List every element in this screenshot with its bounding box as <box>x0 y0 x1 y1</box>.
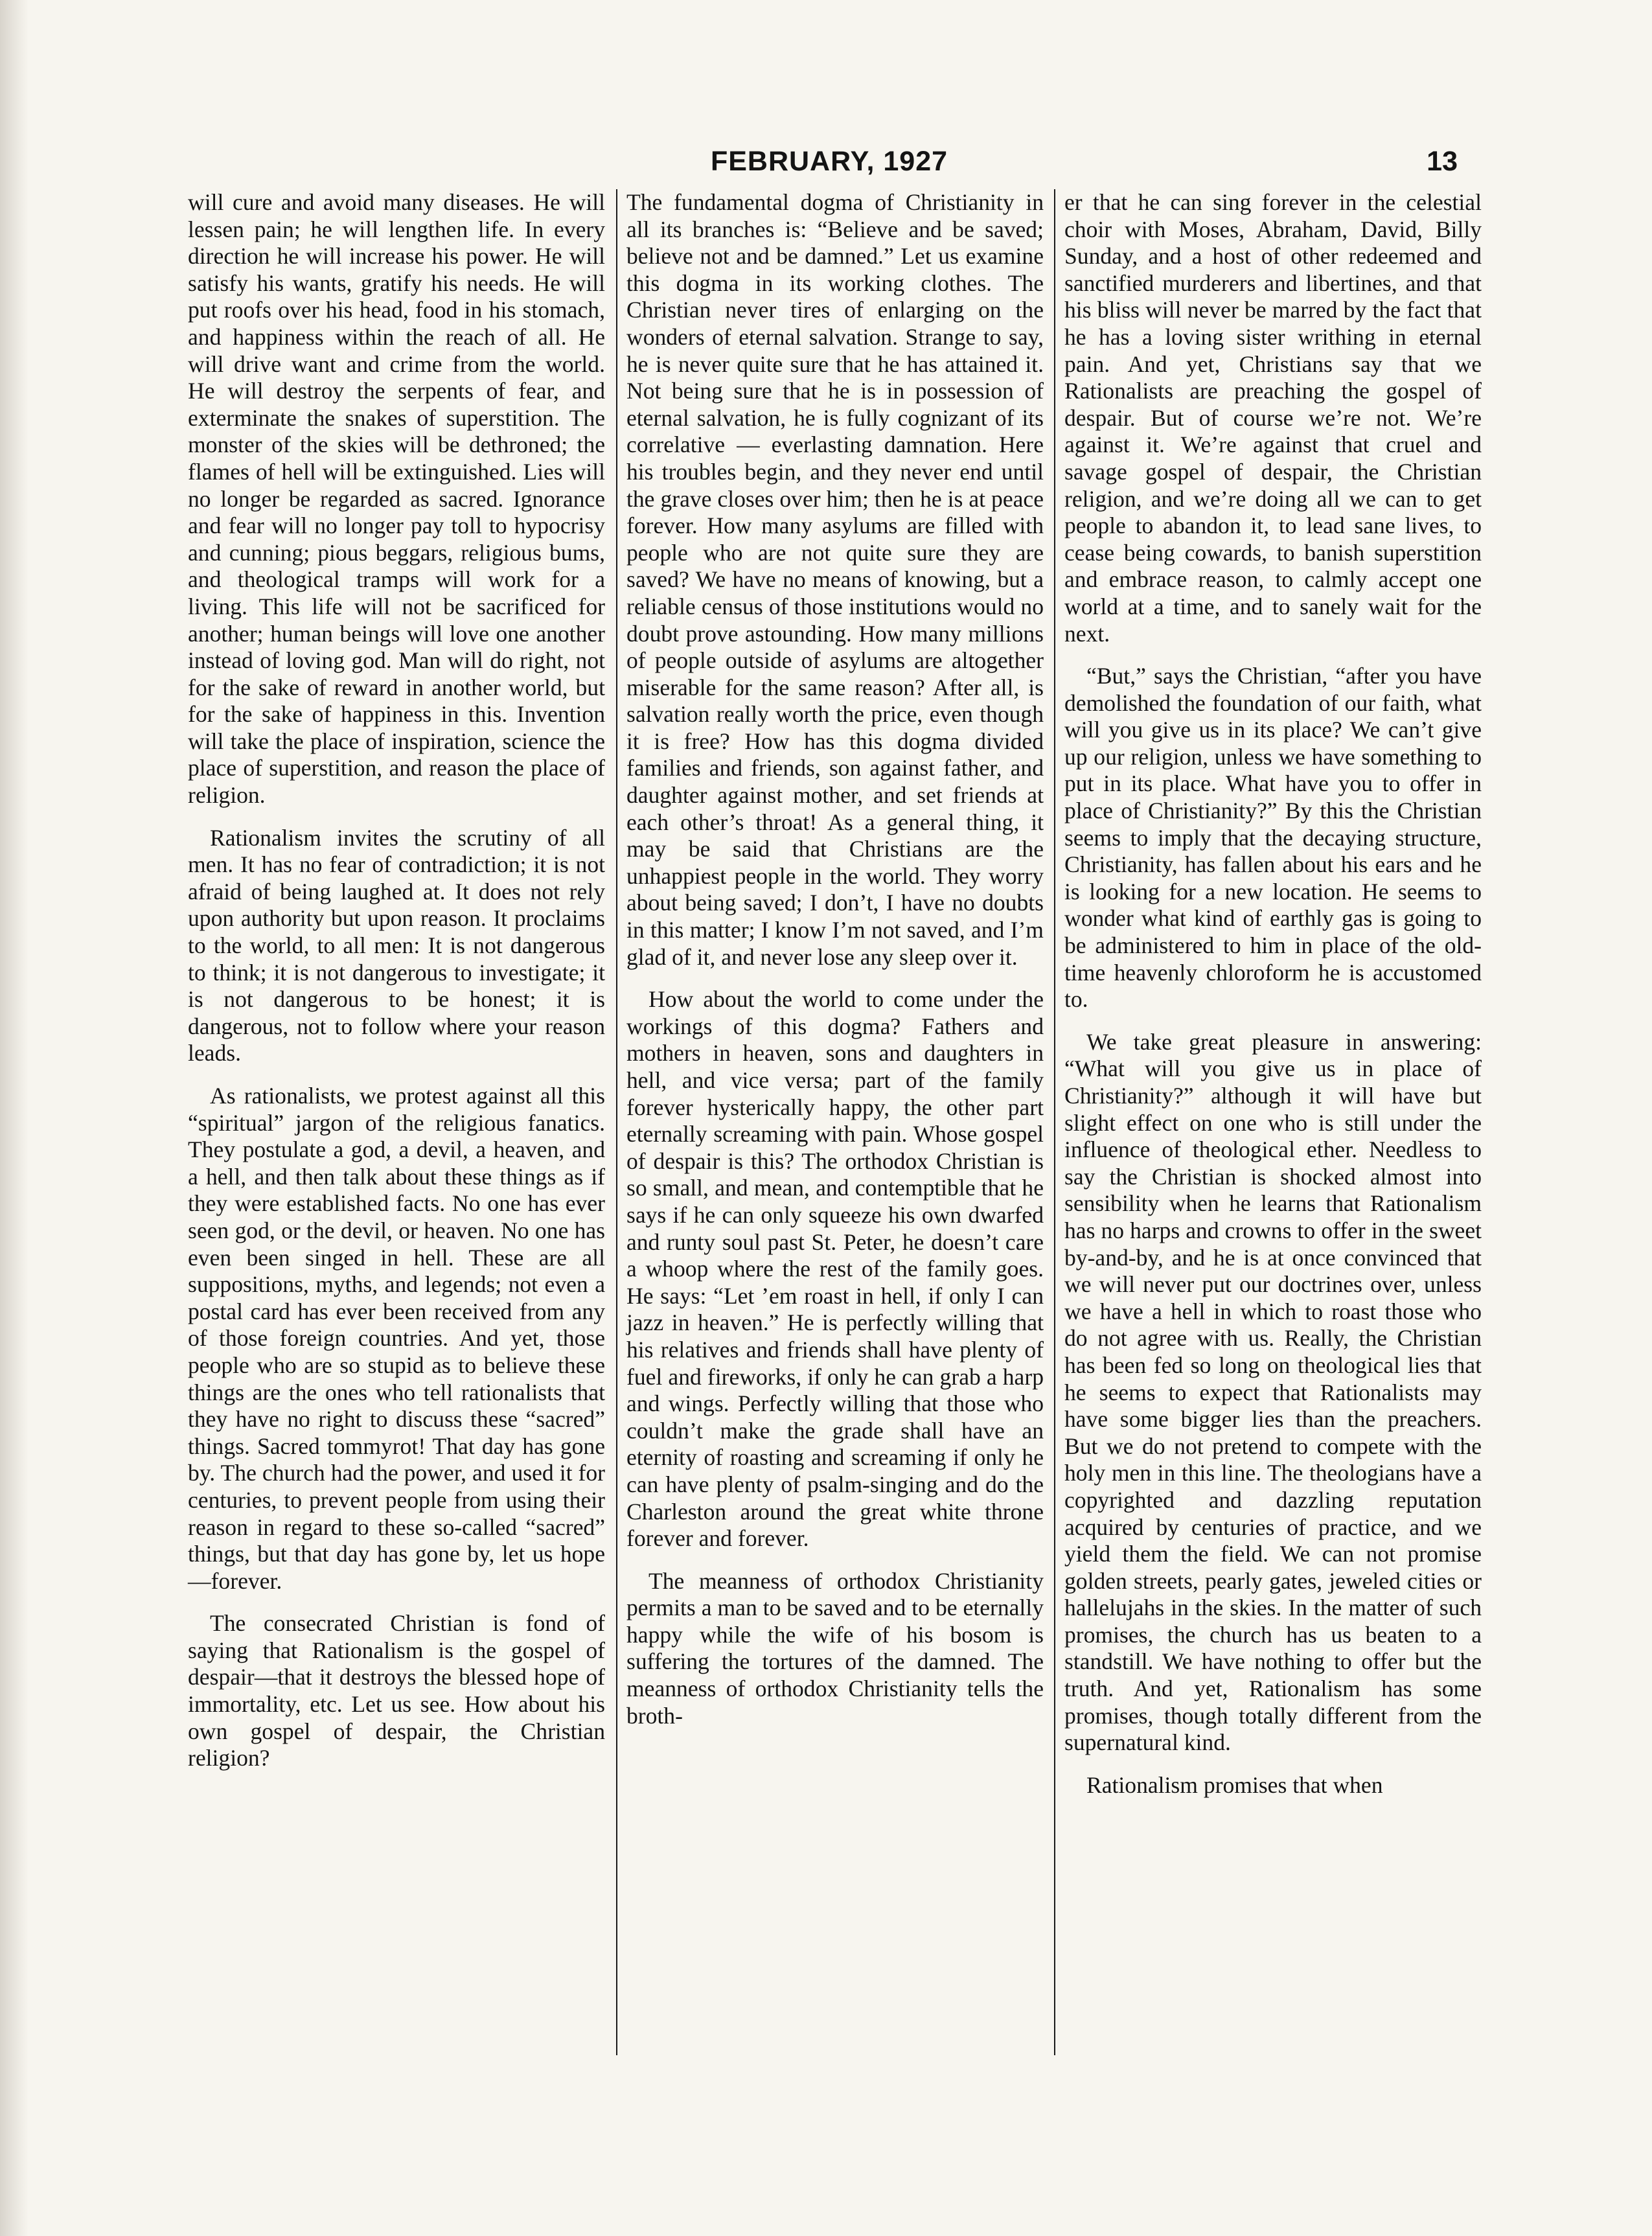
paragraph: We take great pleasure in answering: “What will you give us in place of Christianity?” although it will have but slight effect on one who is still under the influence of theological ether. Needless to say the Christian is shocked almost into sensibility when he learns that Rationalism has no harps and crowns to offer in the sweet by-and-by, and he is at once convinced that we will never put our doctrines over, unless we have a hell in which to roast those who do not agree with us. Really, the Christian has been fed so long on theological lies that he seems to expect that Rationalists may have some bigger lies than the preachers. But we do not pretend to compete with the holy men in this line. The theologians have a copyrighted and dazzling reputation acquired by centuries of practice, and we yield them the field. We can not promise golden streets, pearly gates, jeweled cities or hallelujahs in the skies. In the matter of such promises, the church has us beaten to a standstill. We have nothing to offer but the truth. And yet, Rationalism has some promises, though totally different from the supernatural kind. <box>1064 1028 1482 1756</box>
paragraph: er that he can sing forever in the celestial choir with Moses, Abraham, David, Billy Sunday, and a host of other redeemed and sanctified murderers and libertines, and that his bliss will never be marred by the fact that he has a loving sister writhing in eternal pain. And yet, Christians say that we Rationalists are preaching the gospel of despair. But of course we’re not. We’re against it. We’re against that cruel and savage gospel of despair, the Christian religion, and we’re doing all we can to get people to abandon it, to lead sane lives, to cease being cowards, to banish superstition and embrace reason, to calmly accept one world at a time, and to sanely wait for the next. <box>1064 189 1482 647</box>
paragraph: The meanness of orthodox Christianity permits a man to be saved and to be eternally happy while the wife of his bosom is suffering the tortures of the damned. The meanness of orthodox Christianity tells the broth- <box>626 1567 1044 1729</box>
column-divider <box>1054 189 1055 2055</box>
text-column-3 <box>1064 189 1482 1799</box>
paragraph: As rationalists, we protest against all this “spiritual” jargon of the religious fanatics. They postulate a god, a devil, a heaven, and a hell, and then talk about these things as if they were established facts. No one has ever seen god, or the devil, or heaven. No one has even been singed in hell. These are all suppositions, myths, and legends; not even a postal card has ever been received from any of those foreign countries. And yet, those people who are so stupid as to believe these things are the ones who tell rationalists that they have no right to discuss these “sacred” things. Sacred tommyrot! That day has gone by. The church had the power, and used it for centuries, to prevent people from using their reason in regard to these so-called “sacred” things, but that day has gone by, let us hope—forever. <box>188 1083 605 1594</box>
paragraph: How about the world to come under the workings of this dogma? Fathers and mothers in heaven, sons and daughters in hell, and vice versa; part of the family forever hysterically happy, the other part eternally screaming with pain. Whose gospel of despair is this? The orthodox Christian is so small, and mean, and contemptible that he says if he can only squeeze his own dwarfed and runty soul past St. Peter, he doesn’t care a whoop where the rest of the family goes. He says: “Let ’em roast in hell, if only I can jazz in heaven.” He is perfectly willing that his relatives and friends shall have plenty of fuel and fireworks, if only he can grab a harp and wings. Perfectly willing that those who couldn’t make the grade shall have an eternity of roasting and screaming if only he can have plenty of psalm-singing and do the Charleston around the great white throne forever and forever. <box>626 986 1044 1552</box>
page-binding-edge <box>0 0 29 2236</box>
page-number: 13 <box>1427 146 1458 177</box>
paragraph: will cure and avoid many diseases. He will lessen pain; he will lengthen life. In every direction he will increase his power. He will satisfy his wants, gratify his needs. He will put roofs over his head, food in his stomach, and happiness within the reach of all. He will drive want and crime from the world. He will destroy the serpents of fear, and exterminate the snakes of superstition. The monster of the skies will be dethroned; the flames of hell will be extinguished. Lies will no longer be regarded as sacred. Ignorance and fear will no longer pay toll to hypocrisy and cunning; pious beggars, religious bums, and theological tramps will work for a living. This life will not be sacrificed for another; human beings will love one another instead of loving god. Man will do right, not for the sake of reward in another world, but for the sake of happiness in this. Invention will take the place of inspiration, science the place of superstition, and reason the place of religion. <box>188 189 605 809</box>
text-column-1 <box>188 189 605 1772</box>
paragraph: Rationalism invites the scrutiny of all men. It has no fear of contradiction; it is not afraid of being laughed at. It does not rely upon authority but upon reason. It proclaims to the world, to all men: It is not dangerous to think; it is not dangerous to investigate; it is not dangerous to be honest; it is dangerous, not to follow where your reason leads. <box>188 824 605 1066</box>
paragraph: The consecrated Christian is fond of saying that Rationalism is the gospel of despair—that it destroys the blessed hope of immortality, etc. Let us see. How about his own gospel of despair, the Christian religion? <box>188 1610 605 1771</box>
page-header <box>188 146 1471 191</box>
text-column-2 <box>626 189 1044 1729</box>
column-divider <box>616 189 617 2055</box>
paragraph: The fundamental dogma of Christianity in all its branches is: “Believe and be saved; believe not and be damned.” Let us examine this dogma in its working clothes. The Christian never tires of enlarging on the wonders of eternal salvation. Strange to say, he is never quite sure that he has attained it. Not being sure that he is in possession of eternal salvation, he is fully cognizant of its correlative — everlasting damnation. Here his troubles begin, and they never end until the grave closes over him; then he is at peace forever. How many asylums are filled with people who are not quite sure they are saved? We have no means of knowing, but a reliable census of those institutions would no doubt prove astounding. How many millions of people outside of asylums are altogether miserable for the same reason? After all, is salvation really worth the price, even though it is free? How has this dogma divided families and friends, son against father, and daughter against mother, and set friends at each other’s throat! As a general thing, it may be said that Christians are the unhappiest people in the world. They worry about being saved; I don’t, I have no doubts in this matter; I know I’m not saved, and I’m glad of it, and never lose any sleep over it. <box>626 189 1044 970</box>
issue-date-title: FEBRUARY, 1927 <box>710 146 948 177</box>
paragraph: “But,” says the Christian, “after you have demolished the foundation of our faith, what will you give us in its place? We can’t give up our religion, unless we have something to put in its place. What have you to offer in place of Christianity?” By this the Christian seems to imply that the decaying structure, Christianity, has fallen about his ears and he is looking for a new location. He seems to wonder what kind of earthly gas is going to be administered to him in place of the old-time heavenly chloroform he is accustomed to. <box>1064 663 1482 1013</box>
paragraph: Rationalism promises that when <box>1086 1771 1383 1798</box>
